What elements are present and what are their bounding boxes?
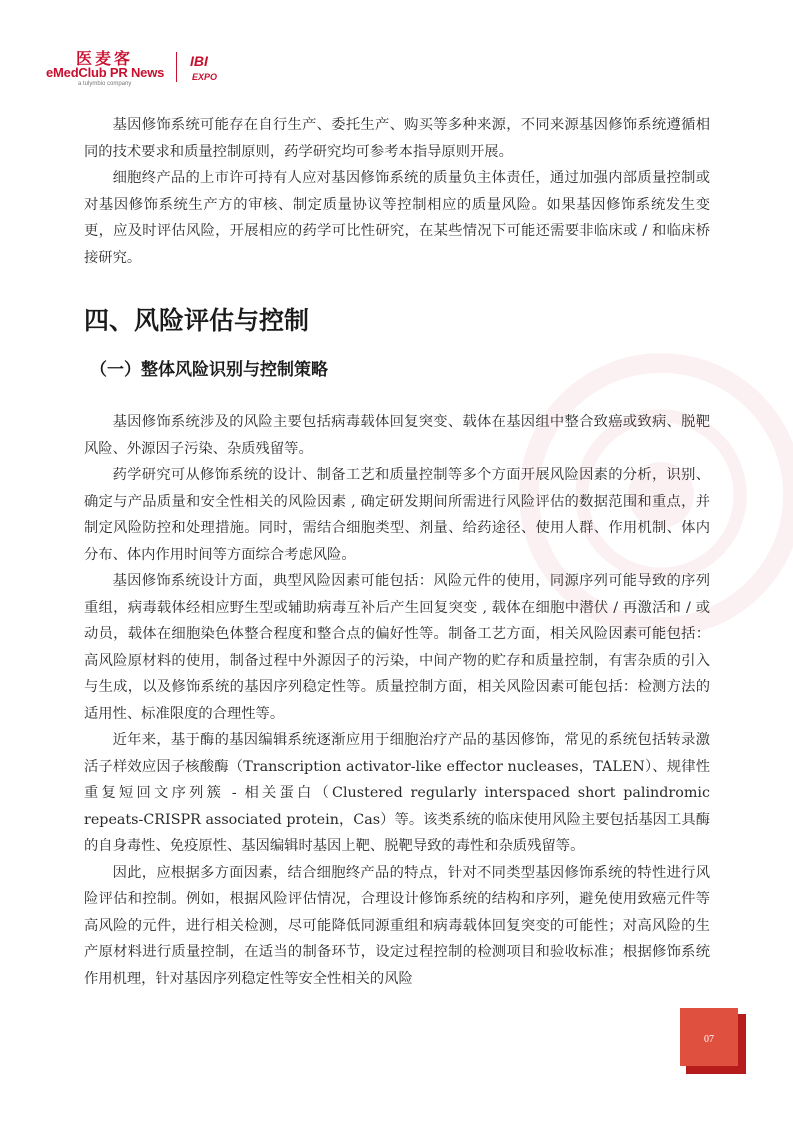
- paragraph: 近年来，基于酶的基因编辑系统逐渐应用于细胞治疗产品的基因修饰，常见的系统包括转录激活子样效应因子核酸酶（Transcription activator-like effector nucleases，TALEN）、规律性重复短回文序列簇 - 相关蛋白（Clustered regularly interspaced short palindromic repeats-CRISPR associated protein，Cas）等。该类系统的临床使用风险主要包括基因工具酶的自身毒性、免疫原性、基因编辑时基因上靶、脱靶导致的毒性和杂质残留等。: [84, 732, 710, 854]
- expo-logo-bottom: EXPO: [192, 72, 218, 82]
- paragraph: 细胞终产品的上市许可持有人应对基因修饰系统的质量负主体责任，通过加强内部质量控制或对基因修饰系统生产方的审核、制定质量协议等控制相应的质量风险。如果基因修饰系统发生变更，应及时评估风险，开展相应的药学可比性研究，在某些情况下可能还需要非临床或 / 和临床桥接研究。: [84, 170, 710, 266]
- expo-logo-top: IBI: [190, 53, 208, 69]
- paragraph: 基因修饰系统涉及的风险主要包括病毒载体回复突变、载体在基因组中整合致癌或致病、脱靶风险、外源因子污染、杂质残留等。: [84, 414, 710, 457]
- logo-sub: a tulymbio company: [78, 81, 132, 87]
- page-number-block: [680, 1008, 738, 1066]
- ibi-expo-logo: [186, 50, 238, 86]
- paragraph: 基因修饰系统设计方面，典型风险因素可能包括：风险元件的使用，同源序列可能导致的序列重组，病毒载体经相应野生型或辅助病毒互补后产生回复突变 , 载体在细胞中潜伏 / 再激活和 / 或动员，载体在细胞染色体整合程度和整合点的偏好性等。制备工艺方面，相关风险因素可能包括：高风险原材料的使用，制备过程中外源因子的污染，中间产物的贮存和质量控制，有害杂质的引入与生成，以及修饰系统的基因序列稳定性等。质量控制方面，相关风险因素可能包括：检测方法的适用性、标准限度的合理性等。: [84, 573, 710, 722]
- section-heading: 四、风险评估与控制: [84, 306, 310, 335]
- logo-cn: 医麦客: [76, 49, 134, 68]
- subsection-heading: （一）整体风险识别与控制策略: [90, 360, 328, 380]
- page-number: 07: [704, 1034, 714, 1045]
- page-number-box: [680, 1008, 746, 1074]
- paragraph: 药学研究可从修饰系统的设计、制备工艺和质量控制等多个方面开展风险因素的分析，识别、确定与产品质量和安全性相关的风险因素 , 确定研发期间所需进行风险评估的数据范围和重点，并制定风险防控和处理措施。同时，需结合细胞类型、剂量、给药途径、使用人群、作用机制、体内分布、体内作用时间等方面综合考虑风险。: [84, 467, 710, 563]
- paragraph: 基因修饰系统可能存在自行生产、委托生产、购买等多种来源，不同来源基因修饰系统遵循相同的技术要求和质量控制原则，药学研究均可参考本指导原则开展。: [84, 117, 710, 160]
- header-logo: [46, 46, 266, 90]
- paragraph: 因此，应根据多方面因素，结合细胞终产品的特点，针对不同类型基因修饰系统的特性进行风险评估和控制。例如，根据风险评估情况，合理设计修饰系统的结构和序列，避免使用致癌元件等高风险的元件，进行相关检测，尽可能降低同源重组和病毒载体回复突变的可能性；对高风险的生产原材料进行质量控制，在适当的制备环节，设定过程控制的检测项目和验收标准；根据修饰系统作用机理，针对基因序列稳定性等安全性相关的风险: [84, 864, 710, 987]
- document-body: [84, 112, 710, 992]
- logo-en: eMedClub PR News: [46, 65, 165, 80]
- logo-divider: [176, 52, 177, 82]
